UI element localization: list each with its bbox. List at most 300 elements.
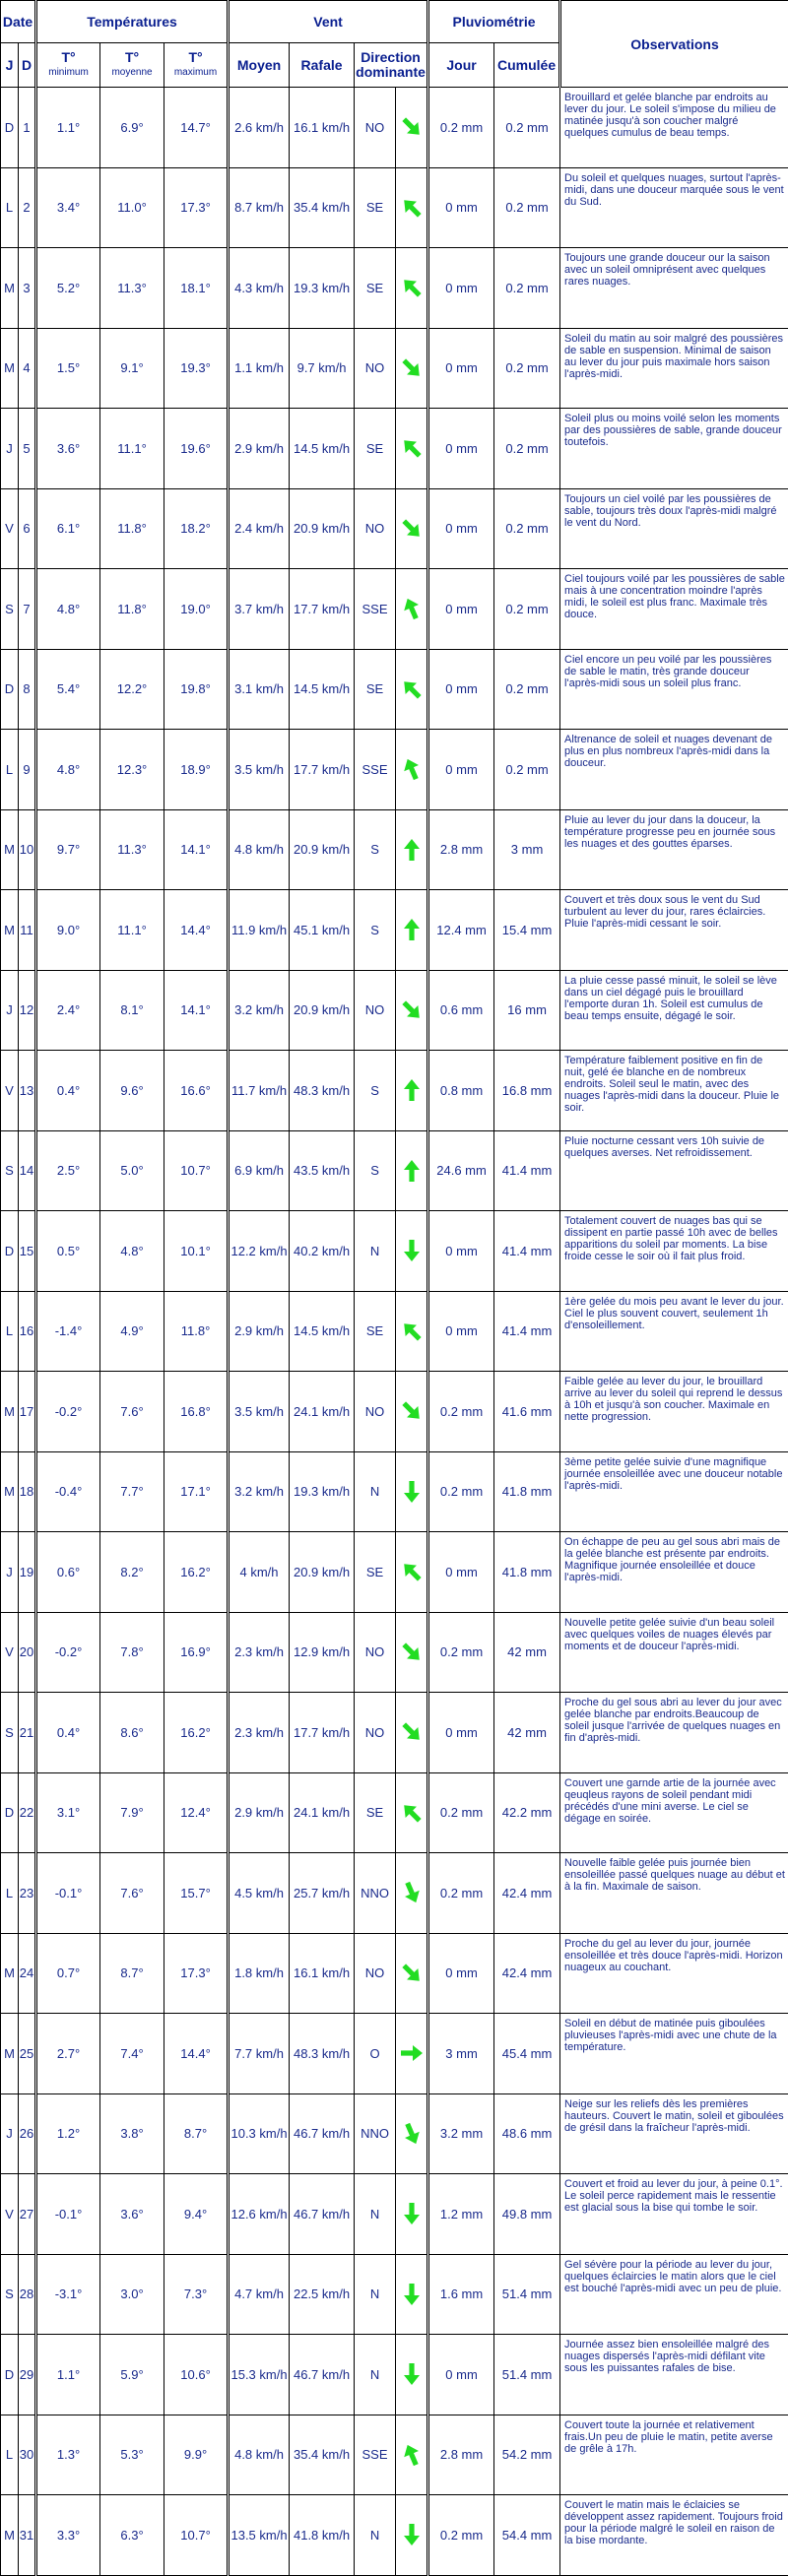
temp-min: -0.1° [36,1853,100,1934]
rain-cumul: 49.8 mm [494,2174,560,2255]
wind-arrow-icon [400,1480,424,1504]
rain-cumul: 41.4 mm [494,1130,560,1211]
wind-direction: SE [355,409,396,489]
wind-arrow-cell [396,2254,428,2335]
table-row [1,649,788,730]
wind-arrow-icon [400,1962,424,1985]
wind-arrow-cell [396,88,428,168]
rain-cumul: 0.2 mm [494,730,560,810]
observation-text: Journée assez bien ensoleillée malgré des nuages dispersés l'après-midi défilant vite sous les puissantes rafales de bise. [560,2335,788,2415]
wind-arrow-icon [400,1239,424,1262]
rain-cumul: 0.2 mm [494,649,560,730]
wind-avg: 3.5 km/h [229,1372,290,1452]
temp-avg: 3.8° [100,2093,164,2174]
wind-gust: 25.7 km/h [290,1853,355,1934]
header-tmax [164,43,229,88]
rain-cumul: 0.2 mm [494,328,560,409]
day-number: 11 [19,890,36,971]
observation-text: Ciel toujours voilé par les poussières de sable mais à une concentration moindre l'après midi, le soleil est plus franc. Maximale très douce. [560,569,788,650]
temp-max: 19.0° [164,569,229,650]
wind-arrow-cell [396,248,428,329]
observation-text: Pluie au lever du jour dans la douceur, la température progresse peu en journée sous les nuages et des gouttes éparses. [560,809,788,890]
wind-avg: 3.7 km/h [229,569,290,650]
temp-min: 3.6° [36,409,100,489]
temp-avg: 4.9° [100,1291,164,1372]
header-tmoy [100,43,164,88]
wind-avg: 13.5 km/h [229,2495,290,2576]
observation-text: 3ème petite gelée suivie d'une magnifique journée ensoleillée avec une douceur notable l'après-midi. [560,1451,788,1532]
wind-arrow-cell [396,409,428,489]
wind-arrow-cell [396,1291,428,1372]
observation-text: Totalement couvert de nuages bas qui se dissipent en partie passé 10h avec de belles apparitions du soleil par moments. La bise froide cesse le soir où il fait plus froid. [560,1211,788,1292]
wind-gust: 14.5 km/h [290,649,355,730]
day-number: 6 [19,488,36,569]
rain-cumul: 0.2 mm [494,88,560,168]
rain-day: 0 mm [428,649,494,730]
temp-max: 11.8° [164,1291,229,1372]
wind-arrow-icon [400,1801,424,1825]
temp-min: 9.0° [36,890,100,971]
header-vent: Vent [229,1,428,43]
day-number: 8 [19,649,36,730]
header-rafale: Rafale [290,43,355,88]
wind-direction: SE [355,1772,396,1853]
observation-text: Soleil en début de matinée puis giboulées pluvieuses l'après-midi avec une chute de la température. [560,2014,788,2094]
temp-min: 0.4° [36,1693,100,1773]
rain-cumul: 42.4 mm [494,1933,560,2014]
wind-direction: SE [355,1532,396,1613]
day-number: 1 [19,88,36,168]
wind-direction: N [355,2495,396,2576]
day-letter: S [1,1130,19,1211]
temp-max: 17.3° [164,1933,229,2014]
rain-day: 0 mm [428,1291,494,1372]
day-letter: V [1,1051,19,1131]
temp-min: 3.4° [36,167,100,248]
table-row [1,1772,788,1853]
observation-text: La pluie cesse passé minuit, le soleil se lève dans un ciel dégagé puis le brouillard l'emporte duran 1h. Soleil est cumulus de beau temps ensuite, dégagé le soir. [560,970,788,1051]
wind-arrow-cell [396,2495,428,2576]
temp-max: 14.7° [164,88,229,168]
day-letter: J [1,970,19,1051]
wind-gust: 17.7 km/h [290,569,355,650]
rain-day: 0 mm [428,1532,494,1613]
wind-arrow-cell [396,1853,428,1934]
rain-day: 0 mm [428,167,494,248]
wind-gust: 48.3 km/h [290,2014,355,2094]
rain-cumul: 51.4 mm [494,2254,560,2335]
temp-max: 19.3° [164,328,229,409]
rain-cumul: 45.4 mm [494,2014,560,2094]
rain-day: 1.2 mm [428,2174,494,2255]
wind-arrow-icon [400,597,424,620]
wind-gust: 43.5 km/h [290,1130,355,1211]
wind-arrow-cell [396,1933,428,2014]
temp-max: 16.8° [164,1372,229,1452]
wind-avg: 1.1 km/h [229,328,290,409]
rain-cumul: 16 mm [494,970,560,1051]
wind-arrow-cell [396,730,428,810]
observation-text: On échappe de peu au gel sous abri mais de la gelée blanche est présente par endroits. Magnifique journée ensoleillée et douce l'après-midi. [560,1532,788,1613]
temp-max: 17.3° [164,167,229,248]
wind-arrow-cell [396,1372,428,1452]
wind-direction: NO [355,1933,396,2014]
wind-gust: 16.1 km/h [290,88,355,168]
wind-direction: SE [355,167,396,248]
temp-avg: 11.3° [100,809,164,890]
observation-text: Nouvelle petite gelée suivie d'un beau soleil avec quelques voiles de nuages élevés par moments et de douceur l'après-midi. [560,1612,788,1693]
temp-max: 10.1° [164,1211,229,1292]
wind-arrow-icon [400,1399,424,1423]
table-row [1,167,788,248]
temp-min: 0.6° [36,1532,100,1613]
table-row [1,1051,788,1131]
wind-gust: 41.8 km/h [290,2495,355,2576]
day-number: 5 [19,409,36,489]
wind-arrow-cell [396,569,428,650]
table-row [1,248,788,329]
temp-max: 9.4° [164,2174,229,2255]
wind-direction: SSE [355,569,396,650]
temp-avg: 9.1° [100,328,164,409]
day-letter: M [1,890,19,971]
day-letter: M [1,1933,19,2014]
day-number: 15 [19,1211,36,1292]
rain-day: 2.8 mm [428,2415,494,2495]
rain-day: 0.2 mm [428,1853,494,1934]
wind-gust: 35.4 km/h [290,2415,355,2495]
day-number: 29 [19,2335,36,2415]
temp-avg: 11.1° [100,890,164,971]
temp-min: 1.1° [36,2335,100,2415]
temp-min: 2.5° [36,1130,100,1211]
day-number: 17 [19,1372,36,1452]
temp-avg: 11.8° [100,488,164,569]
temp-max: 10.6° [164,2335,229,2415]
rain-day: 3.2 mm [428,2093,494,2174]
rain-day: 2.8 mm [428,809,494,890]
wind-arrow-icon [400,2283,424,2306]
wind-avg: 3.2 km/h [229,970,290,1051]
wind-direction: S [355,809,396,890]
wind-direction: S [355,890,396,971]
wind-arrow-icon [400,196,424,220]
wind-avg: 12.6 km/h [229,2174,290,2255]
temp-avg: 12.3° [100,730,164,810]
table-row [1,1451,788,1532]
wind-gust: 24.1 km/h [290,1372,355,1452]
temp-avg: 6.3° [100,2495,164,2576]
table-row [1,569,788,650]
wind-gust: 48.3 km/h [290,1051,355,1131]
wind-arrow-cell [396,1693,428,1773]
table-row [1,809,788,890]
wind-arrow-cell [396,1612,428,1693]
day-number: 22 [19,1772,36,1853]
wind-direction: N [355,1451,396,1532]
wind-arrow-cell [396,167,428,248]
wind-direction: NO [355,1372,396,1452]
wind-direction: N [355,1211,396,1292]
day-letter: L [1,167,19,248]
header-direction: Direction dominante [355,43,428,88]
temp-avg: 12.2° [100,649,164,730]
temp-avg: 3.0° [100,2254,164,2335]
wind-gust: 19.3 km/h [290,248,355,329]
wind-avg: 2.9 km/h [229,409,290,489]
table-row [1,970,788,1051]
wind-arrow-cell [396,2174,428,2255]
temp-avg: 7.6° [100,1853,164,1934]
day-letter: J [1,409,19,489]
temp-min: 9.7° [36,809,100,890]
day-letter: V [1,2174,19,2255]
day-letter: J [1,1532,19,1613]
rain-day: 0.6 mm [428,970,494,1051]
temp-min: 2.7° [36,2014,100,2094]
temp-avg: 7.9° [100,1772,164,1853]
wind-arrow-cell [396,328,428,409]
rain-day: 0 mm [428,1211,494,1292]
wind-gust: 17.7 km/h [290,730,355,810]
rain-day: 12.4 mm [428,890,494,971]
rain-cumul: 0.2 mm [494,409,560,489]
rain-day: 0 mm [428,1693,494,1773]
temp-avg: 5.0° [100,1130,164,1211]
wind-gust: 19.3 km/h [290,1451,355,1532]
temp-avg: 11.1° [100,409,164,489]
wind-arrow-icon [400,2362,424,2386]
wind-arrow-cell [396,488,428,569]
wind-arrow-icon [400,1560,424,1583]
temp-avg: 7.4° [100,2014,164,2094]
wind-direction: SSE [355,730,396,810]
wind-arrow-icon [400,517,424,541]
wind-arrow-cell [396,890,428,971]
wind-gust: 20.9 km/h [290,488,355,569]
wind-arrow-icon [400,677,424,701]
wind-arrow-cell [396,2014,428,2094]
observation-text: Faible gelée au lever du jour, le brouillard arrive au lever du soleil qui reprend le dessus à 10h et jusqu'à son coucher. Maximale en nette progression. [560,1372,788,1452]
day-letter: S [1,2254,19,2335]
wind-direction: O [355,2014,396,2094]
wind-arrow-cell [396,809,428,890]
rain-day: 0 mm [428,1933,494,2014]
rain-cumul: 15.4 mm [494,890,560,971]
rain-day: 0.8 mm [428,1051,494,1131]
temp-min: 4.8° [36,569,100,650]
day-number: 14 [19,1130,36,1211]
rain-cumul: 3 mm [494,809,560,890]
table-row [1,2014,788,2094]
wind-avg: 3.5 km/h [229,730,290,810]
wind-avg: 2.6 km/h [229,88,290,168]
wind-arrow-icon [400,1720,424,1744]
table-row [1,2415,788,2495]
rain-cumul: 42.4 mm [494,1853,560,1934]
temp-min: 4.8° [36,730,100,810]
wind-avg: 4.7 km/h [229,2254,290,2335]
temp-min: -3.1° [36,2254,100,2335]
temp-max: 15.7° [164,1853,229,1934]
rain-day: 0.2 mm [428,1372,494,1452]
day-letter: M [1,2495,19,2576]
table-row [1,730,788,810]
temp-max: 16.2° [164,1693,229,1773]
day-number: 30 [19,2415,36,2495]
wind-arrow-icon [400,1159,424,1183]
day-number: 3 [19,248,36,329]
wind-arrow-icon [400,998,424,1022]
table-row [1,2254,788,2335]
day-number: 19 [19,1532,36,1613]
wind-avg: 1.8 km/h [229,1933,290,2014]
wind-arrow-cell [396,1211,428,1292]
temp-min: 1.5° [36,328,100,409]
day-letter: D [1,1211,19,1292]
wind-gust: 45.1 km/h [290,890,355,971]
table-row [1,1211,788,1292]
day-letter: M [1,1451,19,1532]
temp-avg: 8.7° [100,1933,164,2014]
wind-gust: 46.7 km/h [290,2174,355,2255]
wind-avg: 2.9 km/h [229,1291,290,1372]
temp-max: 14.4° [164,890,229,971]
wind-avg: 3.2 km/h [229,1451,290,1532]
temp-min: 2.4° [36,970,100,1051]
temp-max: 16.9° [164,1612,229,1693]
day-number: 31 [19,2495,36,2576]
wind-arrow-cell [396,2415,428,2495]
day-number: 18 [19,1451,36,1532]
day-letter: D [1,88,19,168]
wind-gust: 16.1 km/h [290,1933,355,2014]
header-tmin-sub: minimum [37,65,99,80]
wind-direction: NNO [355,2093,396,2174]
day-letter: M [1,1372,19,1452]
observation-text: Couvert une garnde artie de la journée avec qeuqleus rayons de soleil pendant midi précédés d'une mini averse. Le ciel se dégage en soirée. [560,1772,788,1853]
wind-arrow-icon [400,1078,424,1102]
temp-avg: 11.3° [100,248,164,329]
temp-min: -0.4° [36,1451,100,1532]
wind-avg: 4.5 km/h [229,1853,290,1934]
wind-gust: 9.7 km/h [290,328,355,409]
day-number: 21 [19,1693,36,1773]
temp-max: 17.1° [164,1451,229,1532]
wind-avg: 4.8 km/h [229,2415,290,2495]
day-number: 4 [19,328,36,409]
wind-avg: 2.3 km/h [229,1693,290,1773]
observation-text: 1ère gelée du mois peu avant le lever du jour. Ciel le plus souvent couvert, seulement 1h d'ensoleillement. [560,1291,788,1372]
rain-cumul: 0.2 mm [494,248,560,329]
wind-gust: 24.1 km/h [290,1772,355,1853]
temp-max: 14.1° [164,970,229,1051]
temp-max: 7.3° [164,2254,229,2335]
rain-cumul: 48.6 mm [494,2093,560,2174]
wind-avg: 6.9 km/h [229,1130,290,1211]
wind-arrow-cell [396,1532,428,1613]
temp-min: 1.2° [36,2093,100,2174]
rain-cumul: 42 mm [494,1612,560,1693]
header-tmax-sub: maximum [164,65,227,80]
temp-avg: 3.6° [100,2174,164,2255]
table-row [1,2495,788,2576]
day-letter: L [1,1853,19,1934]
temp-max: 14.1° [164,809,229,890]
observation-text: Du soleil et quelques nuages, surtout l'après-midi, dans une douceur marquée sous le vent du Sud. [560,167,788,248]
day-letter: M [1,328,19,409]
table-body [1,88,788,2576]
temp-max: 10.7° [164,2495,229,2576]
temp-avg: 5.9° [100,2335,164,2415]
temp-min: 0.5° [36,1211,100,1292]
observation-text: Soleil plus ou moins voilé selon les moments par des poussières de sable, grande douceur toutefois. [560,409,788,489]
temp-min: 0.4° [36,1051,100,1131]
table-row [1,1532,788,1613]
wind-avg: 8.7 km/h [229,167,290,248]
wind-arrow-icon [400,356,424,380]
wind-avg: 3.1 km/h [229,649,290,730]
day-letter: M [1,2014,19,2094]
temp-max: 18.2° [164,488,229,569]
temp-avg: 8.6° [100,1693,164,1773]
observation-text: Toujours une grande douceur our la saison avec un soleil omniprésent avec quelques rares nuages. [560,248,788,329]
header-date: Date [1,1,36,43]
temp-min: 3.3° [36,2495,100,2576]
wind-direction: NO [355,88,396,168]
table-row [1,1853,788,1934]
wind-arrow-icon [400,838,424,862]
table-row [1,2174,788,2255]
day-number: 16 [19,1291,36,1372]
table-row [1,1693,788,1773]
day-number: 28 [19,2254,36,2335]
rain-cumul: 41.4 mm [494,1291,560,1372]
wind-arrow-icon [400,1881,424,1904]
table-row [1,1933,788,2014]
rain-day: 0 mm [428,2335,494,2415]
temp-max: 18.1° [164,248,229,329]
header-day-number: D [19,43,36,88]
table-row [1,890,788,971]
rain-day: 0 mm [428,248,494,329]
temp-min: 0.7° [36,1933,100,2014]
header-cumulee: Cumulée [494,43,560,88]
observation-text: Proche du gel au lever du jour, journée ensoleillée et très douce l'après-midi. Horizon nuageux au couchant. [560,1933,788,2014]
day-number: 10 [19,809,36,890]
wind-arrow-icon [400,2122,424,2146]
day-number: 7 [19,569,36,650]
header-tmin-label: T° [61,49,75,65]
wind-arrow-icon [400,115,424,139]
temp-min: 6.1° [36,488,100,569]
observation-text: Ciel encore un peu voilé par les poussières de sable le matin, très grande douceur l'après-midi sous un soleil plus franc. [560,649,788,730]
wind-gust: 46.7 km/h [290,2335,355,2415]
wind-avg: 4.3 km/h [229,248,290,329]
header-tmin [36,43,100,88]
wind-direction: SE [355,1291,396,1372]
table-row [1,1130,788,1211]
temp-max: 10.7° [164,1130,229,1211]
wind-direction: NO [355,1612,396,1693]
table-header [1,1,788,88]
rain-day: 0 mm [428,730,494,810]
wind-gust: 20.9 km/h [290,1532,355,1613]
day-letter: D [1,1772,19,1853]
wind-avg: 12.2 km/h [229,1211,290,1292]
rain-cumul: 41.8 mm [494,1532,560,1613]
wind-avg: 7.7 km/h [229,2014,290,2094]
